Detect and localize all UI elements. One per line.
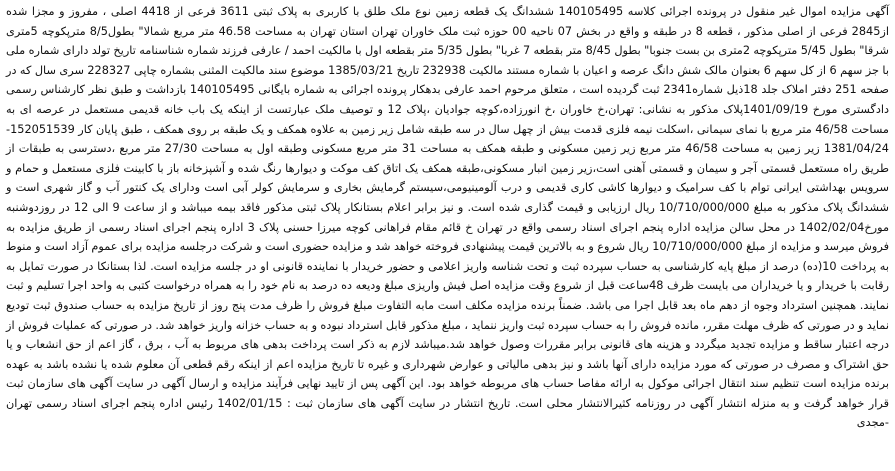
notice-body: آگهی مزایده اموال غیر منقول در پرونده اجرائی کلاسه 140105495 ششدانگ یک قطعه زمین نوع ملک طلق با کاربری به پلاک ثبتی 3611 فرعی از 4418 اصلی ، مفروز و مجزا شده از2845 فرعی از اصلی مذکور ، قطعه 8 در طبقه و واقع در بخش 07 ناحیه 00 حوزه ثبت ملک خاوران تهران استان تهران به مساحت 46.58 متر مربع شمالا" بطول8/5 مترپکوچه 5متری شرقا" بطول 5/45 مترپکوچه 2متری بن بست جنوبا" بطول 8/45 متر بقطعه 7 غربا" بطول 5/35 متر بقطعه اول با مالکیت احمد / عارفی فرزند شماره شناسنامه تاریخ تولد دارای شماره ملی با جز سهم 6 از کل سهم 6 بعنوان مالک شش دانگ عرصه و اعیان با شماره مستند مالکیت 232938 تاریخ 1385/03/21 موضوع سند مالکیت المثنی بشماره چاپی 228327 سری سال که در صفحه 251 دفتر املاک جلد 18ذیل شماره2341 ثبت گردیده است ، متعلق مرحوم احمد عارفی بدهکار پرونده اجرائی به شماره بایگانی 140105495 بازداشت و طبق نظر کارشناس رسمی دادگستری مورخ 1401/09/19پلاک مذکور به نشانی: تهران،خ خاوران ،خ انورزاده،کوچه جوادیان ،پلاک 12 و توصیف ملک عبارتست از اینکه یک باب خانه قدیمی مستعمل در عرصه ای به مساحت 46/58 متر مربع با نمای سیمانی ،اسکلت نیمه فلزی قدمت بیش از چهل سال در سه طبقه شامل زیر زمین به علاوه همکف و یک طبقه بر روی همکف ، طبق پایان کار 152051539-1381/04/24 زیر زمین به مساحت 46/58 متر مربع زیر زمین مسکونی و طبقه همکف به مساحت 31 متر مربع مسکونی وطبقه اول به مساحت 27/30 متر مربع ،دسترسی به طبقات از طریق راه مستعمل قسمتی آجر و سیمان و قسمتی آهنی است،زیر زمین انبار مسکونی،طبقه همکف یک اتاق کف موکت و دیوارها رنگ شده و آشپزخانه باز با کابینت فلزی مستعمل و حمام و سرویس بهداشتی ایرانی توام با کف سرامیک و دیوارها کاشی کاری قدیمی و درب آلومینیومی،سیستم گرمایش بخاری و سرمایش کولر آبی است ودارای یک کنتور آب و گاز شهری است و ششدانگ پلاک مذکور به مبلغ 10/710/000/000 ریال ارزیابی و قیمت گذاری شده است. و نیز برابر اعلام بستانکار پلاک ثبتی مذکور فاقد بیمه میباشد و از ساعت 9 الی 12 در روزدوشنبه مورخ1402/02/04 در محل سالن مزایده اداره پنجم اجرای اسناد رسمی واقع در تهران خ قائم مقام فراهانی کوچه میرزا حسنی پلاک 3 اداره پنجم اجرای اسناد رسمی از طریق مزایده به فروش میرسد و مزایده از مبلغ 10/710/000/000 ریال شروع و به بالاترین قیمت پیشنهادی فروخته خواهد شد و مزایده حضوری است و شرکت درجلسه مزایده برای عموم آزاد است و منوط به پرداخت 10(ده) درصد از مبلغ پایه کارشناسی به حساب سپرده ثبت و تحت شناسه واریز اعلامی و حضور خریدار با نماینده قانونی او در جلسه مزایده است. لذا بستانکا در صورت تمایل به رقابت با خریدار و یا خریداران می بایست ظرف 48ساعت قبل از شروع وقت مزایده اصل فیش واریزی مبلغ ودیعه ده درصد به نام خود را به همراه درخواست کتبی به واحد اجرا تسلیم و ثبت نمایند. همچنین استرداد وجوه از دهم ماه بعد قابل اجرا می باشد. ضمناً برنده مزایده مکلف است مابه التفاوت مبلغ فروش را ظرف مدت پنج روز از تاریخ مزایده به حساب صندوق ثبت تودیع نماید و در صورتی که ظرف مهلت مقرر، مانده فروش را به حساب سپرده ثبت واریز ننماید ، مبلغ مذکور قابل استرداد نبوده و به حساب خزانه واریز خواهد شد. در صورتی که عملیات فروش از درجه اعتبار ساقط و مزایده تجدید میگردد و هزینه های قانونی برابر مقررات وصول خواهد شد.میباشد لازم به ذکر است پرداخت بدهی های مربوط به آب ، برق ، گاز اعم از حق انشعاب و یا حق اشتراک و مصرف در صورتی که مورد مزایده دارای آنها باشد و نیز بدهی مالیاتی و عوارض شهرداری و غیره تا تاریخ مزایده اعم از اینکه رقم قطعی آن معلوم شده یا نشده باشد به عهده برنده مزایده است تنظیم سند انتقال اجرائی موکول به ارائه مفاصا حساب های مربوطه خواهد بود. این آگهی پس از تایید نهایی فرآیند مزایده و ارسال آگهی در سایت آگهی های سازمان ثبت قرار خواهد گرفت و به منزله انتشار آگهی در روزنامه کثیرالانتشار محلی است. تاریخ انتشار در سایت آگهی های سازمان ثبت : 1402/01/15 رئیس اداره پنجم اجرای اسناد رسمی تهران -مجدی — [6, 5, 890, 430]
